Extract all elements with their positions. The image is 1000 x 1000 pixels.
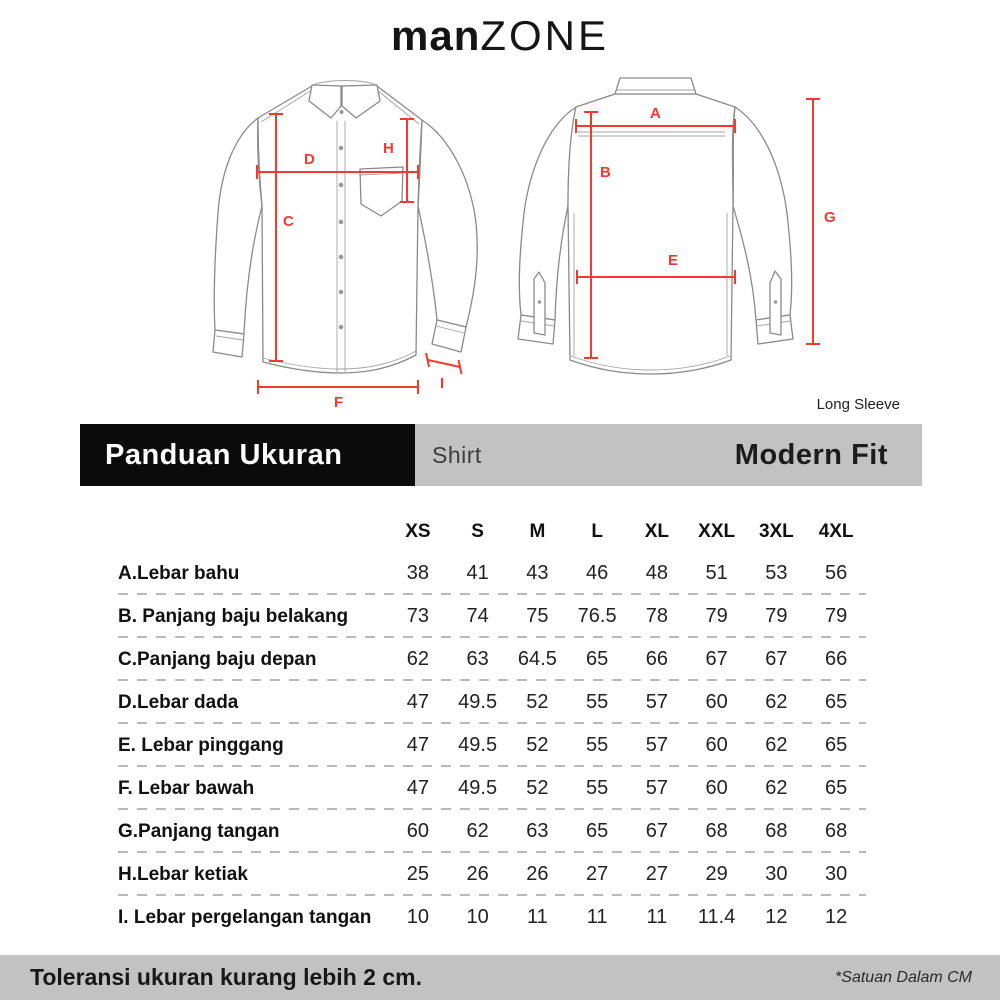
- size-value: 10: [466, 906, 489, 928]
- measure-label-g: G: [824, 209, 836, 226]
- size-value: 52: [526, 734, 549, 756]
- size-value: 78: [645, 605, 668, 627]
- size-value: 57: [645, 691, 668, 713]
- size-value: 66: [825, 648, 848, 670]
- size-value: 60: [406, 820, 429, 842]
- column-header: XXL: [698, 521, 736, 542]
- size-value: 62: [406, 648, 429, 670]
- table-row: [118, 595, 866, 638]
- size-value: 67: [705, 648, 728, 670]
- shirt-front-diagram: [195, 73, 495, 408]
- table-row: [118, 638, 866, 681]
- size-value: 73: [406, 605, 429, 627]
- size-value: 79: [825, 605, 848, 627]
- size-value: 25: [406, 863, 429, 885]
- tolerance-note: Toleransi ukuran kurang lebih 2 cm.: [30, 964, 422, 990]
- size-value: 11: [526, 906, 548, 928]
- size-value: 11: [646, 906, 668, 928]
- brand-logo: [0, 12, 1000, 60]
- size-value: 65: [825, 777, 848, 799]
- size-value: 62: [765, 777, 788, 799]
- shirt-back-diagram: [498, 73, 846, 408]
- row-label: C.Panjang baju depan: [118, 648, 317, 670]
- measurement-g: [806, 99, 836, 344]
- size-value: 67: [765, 648, 788, 670]
- measurement-f: [258, 380, 418, 408]
- brand-logo-light: ZONE: [480, 12, 610, 59]
- sleeve-type-label: Long Sleeve: [816, 396, 900, 413]
- size-value: 27: [586, 863, 609, 885]
- measure-label-e: E: [668, 252, 679, 269]
- front-left-cuff: [213, 330, 244, 357]
- size-value: 12: [765, 906, 788, 928]
- size-value: 55: [586, 734, 609, 756]
- back-collar: [615, 78, 696, 94]
- size-value: 27: [645, 863, 668, 885]
- size-guide-banner: [80, 424, 922, 486]
- size-value: 47: [406, 691, 429, 713]
- row-label: E. Lebar pinggang: [118, 734, 284, 756]
- size-value: 12: [825, 906, 848, 928]
- unit-note: *Satuan Dalam CM: [835, 968, 972, 986]
- size-value: 68: [765, 820, 788, 842]
- size-value: 64.5: [517, 648, 557, 670]
- size-value: 74: [466, 605, 489, 627]
- size-value: 38: [406, 562, 429, 584]
- size-value: 75: [526, 605, 549, 627]
- brand-logo-bold: man: [390, 12, 481, 59]
- row-label: A.Lebar bahu: [118, 562, 240, 584]
- size-value: 79: [765, 605, 788, 627]
- column-header: XS: [405, 521, 431, 542]
- size-value: 26: [466, 863, 489, 885]
- size-value: 68: [705, 820, 728, 842]
- size-value: 66: [645, 648, 668, 670]
- back-right-sleeve: [733, 107, 792, 320]
- size-value: 62: [765, 734, 788, 756]
- fit-label: Modern Fit: [734, 438, 888, 471]
- product-type-label: Shirt: [432, 441, 482, 468]
- size-value: 49.5: [458, 691, 498, 713]
- measurement-i: [426, 353, 462, 392]
- row-label: I. Lebar pergelangan tangan: [118, 906, 372, 928]
- size-value: 41: [466, 562, 489, 584]
- table-row: [118, 810, 866, 853]
- size-value: 11: [586, 906, 608, 928]
- size-value: 11.4: [697, 906, 736, 928]
- row-label: H.Lebar ketiak: [118, 863, 248, 885]
- size-value: 65: [586, 648, 609, 670]
- measure-label-a: A: [650, 105, 661, 122]
- size-value: 53: [765, 562, 788, 584]
- size-value: 52: [526, 691, 549, 713]
- size-value: 79: [705, 605, 728, 627]
- column-header: 4XL: [818, 521, 854, 542]
- size-value: 65: [825, 691, 848, 713]
- size-value: 43: [526, 562, 549, 584]
- column-header: S: [471, 521, 484, 542]
- size-value: 10: [406, 906, 429, 928]
- column-header: XL: [644, 521, 670, 542]
- size-table-header: [118, 512, 866, 552]
- size-value: 63: [466, 648, 489, 670]
- column-header: M: [529, 521, 546, 542]
- size-value: 49.5: [458, 777, 498, 799]
- table-row: [118, 853, 866, 896]
- measure-label-f: F: [334, 394, 344, 408]
- size-table: [118, 512, 866, 939]
- size-value: 46: [586, 562, 609, 584]
- size-value: 26: [526, 863, 549, 885]
- table-row: [118, 767, 866, 810]
- size-value: 29: [705, 863, 728, 885]
- size-value: 48: [645, 562, 668, 584]
- table-row: [118, 724, 866, 767]
- size-value: 51: [705, 562, 728, 584]
- banner-info-block: [415, 424, 922, 486]
- size-value: 68: [825, 820, 848, 842]
- banner-title-block: [80, 424, 415, 486]
- banner-title: Panduan Ukuran: [105, 438, 343, 471]
- measure-label-i: I: [440, 375, 445, 392]
- size-value: 67: [645, 820, 668, 842]
- column-header: 3XL: [758, 521, 794, 542]
- size-value: 62: [765, 691, 788, 713]
- size-value: 65: [586, 820, 609, 842]
- size-value: 55: [586, 777, 609, 799]
- front-left-sleeve: [214, 118, 262, 334]
- size-value: 55: [586, 691, 609, 713]
- size-value: 57: [645, 734, 668, 756]
- measure-label-d: D: [304, 151, 315, 168]
- size-value: 60: [705, 691, 728, 713]
- size-value: 47: [406, 777, 429, 799]
- size-table-body: [118, 552, 866, 939]
- size-value: 60: [705, 777, 728, 799]
- measure-label-c: C: [283, 213, 294, 230]
- size-value: 62: [466, 820, 489, 842]
- size-value: 49.5: [458, 734, 498, 756]
- front-right-sleeve: [418, 120, 477, 327]
- size-value: 30: [765, 863, 788, 885]
- size-value: 56: [825, 562, 848, 584]
- size-value: 47: [406, 734, 429, 756]
- size-value: 60: [705, 734, 728, 756]
- size-value: 57: [645, 777, 668, 799]
- size-value: 30: [825, 863, 848, 885]
- footer-bar: [0, 955, 1000, 1000]
- size-value: 76.5: [577, 605, 617, 627]
- measure-label-b: B: [600, 164, 611, 181]
- measure-label-h: H: [383, 140, 394, 157]
- table-row: [118, 552, 866, 595]
- row-label: G.Panjang tangan: [118, 820, 280, 842]
- table-row: [118, 896, 866, 939]
- row-label: D.Lebar dada: [118, 691, 239, 713]
- table-row: [118, 681, 866, 724]
- size-value: 52: [526, 777, 549, 799]
- row-label: F. Lebar bawah: [118, 777, 255, 799]
- column-header: L: [591, 521, 603, 542]
- size-value: 63: [526, 820, 549, 842]
- size-value: 65: [825, 734, 848, 756]
- row-label: B. Panjang baju belakang: [118, 605, 349, 627]
